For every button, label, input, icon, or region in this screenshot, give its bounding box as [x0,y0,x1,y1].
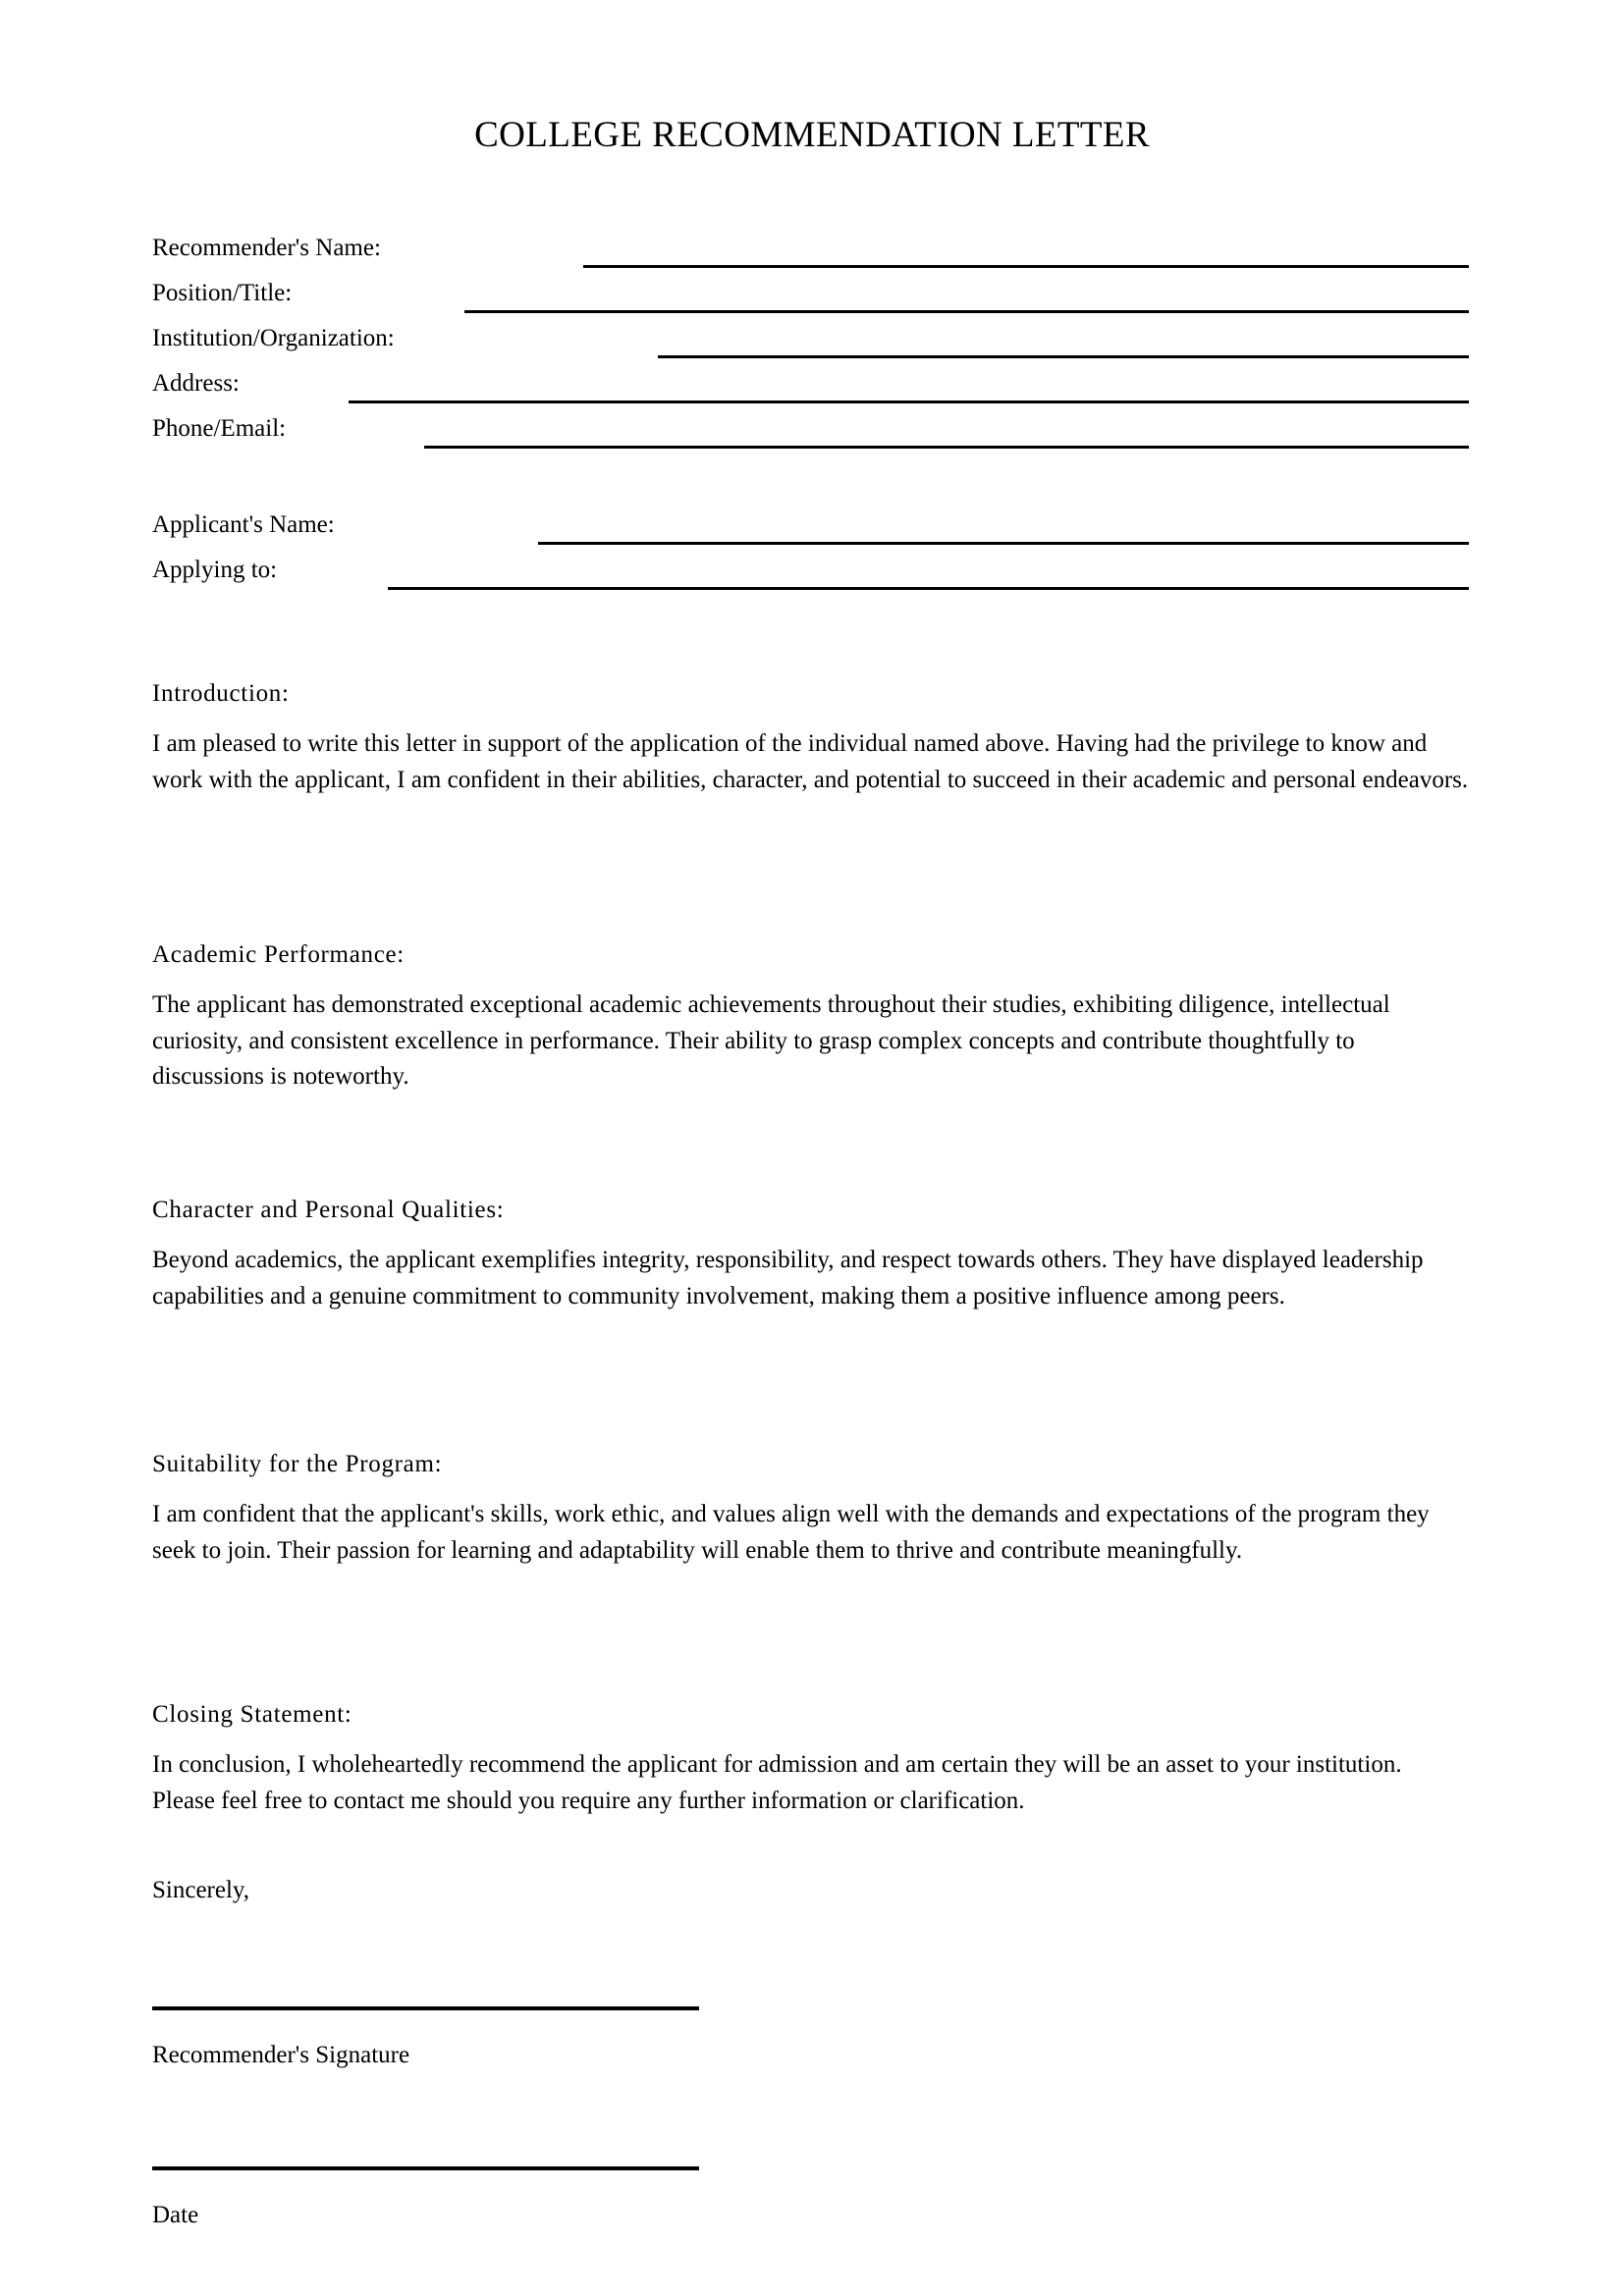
section-body: I am confident that the applicant's skills, work ethic, and values align well with the demands and expectations of the program they seek to join. Their passion for learning and adaptability will enable them to thrive and contribute meaningfully. [152,1501,1430,1564]
applicant-field-input-line[interactable] [538,542,1469,545]
closing-salutation: Sincerely, [152,1877,250,1903]
section-heading: Introduction: [152,680,290,707]
section-body: The applicant has demonstrated exceptional academic achievements throughout their studies, exhibiting diligence, intellectual curiosity, and consistent excellence in performance. Their ability to grasp complex concepts and contribute thoughtfully to discussions is noteworthy. [152,991,1390,1090]
section-body: In conclusion, I wholeheartedly recommend the applicant for admission and am certain they will be an asset to your institution. Please feel free to contact me should you require any further information or clarification. [152,1751,1402,1814]
signature-line[interactable] [152,2006,699,2010]
recommender-field-label: Recommender's Name: [152,235,381,261]
recommender-field-row [152,322,1469,367]
recommender-field-label: Institution/Organization: [152,325,395,351]
recommender-field-label: Address: [152,370,240,397]
section-heading: Character and Personal Qualities: [152,1197,505,1223]
applicant-fields-group [152,508,1469,599]
recommender-field-label: Phone/Email: [152,415,287,442]
date-caption: Date [152,2202,199,2228]
recommender-field-input-line[interactable] [424,446,1469,449]
applicant-field-label: Applying to: [152,557,278,583]
page-title: COLLEGE RECOMMENDATION LETTER [474,115,1150,155]
applicant-field-row [152,554,1469,599]
applicant-field-label: Applicant's Name: [152,511,335,538]
recommender-field-row [152,412,1469,457]
letter-section [152,938,1469,1095]
recommender-fields-group [152,232,1469,457]
recommender-field-input-line[interactable] [658,355,1469,358]
section-heading: Closing Statement: [152,1701,352,1728]
section-heading: Suitability for the Program: [152,1451,443,1477]
letter-section [152,677,1469,798]
recommender-field-label: Position/Title: [152,280,293,306]
letter-section [152,1698,1469,1819]
section-body: I am pleased to write this letter in support of the application of the individual named above. Having had the privilege to know and work with the applicant, I am confident in their abilities, character, and potential to succeed in their academic and personal endeavors. [152,730,1469,793]
letter-section [152,1194,1469,1314]
date-line[interactable] [152,2166,699,2170]
signature-caption: Recommender's Signature [152,2042,410,2068]
section-heading: Academic Performance: [152,941,405,968]
applicant-field-input-line[interactable] [388,587,1469,590]
recommender-field-input-line[interactable] [349,400,1469,403]
letter-section [152,1448,1469,1569]
recommender-field-input-line[interactable] [583,265,1469,268]
applicant-field-row [152,508,1469,554]
recommender-field-row [152,277,1469,322]
recommender-field-input-line[interactable] [464,310,1469,313]
section-body: Beyond academics, the applicant exemplifies integrity, responsibility, and respect towards others. They have displayed leadership capabilities and a genuine commitment to community involvement, making them a positive influence among peers. [152,1247,1424,1309]
recommender-field-row [152,367,1469,412]
recommender-field-row [152,232,1469,277]
